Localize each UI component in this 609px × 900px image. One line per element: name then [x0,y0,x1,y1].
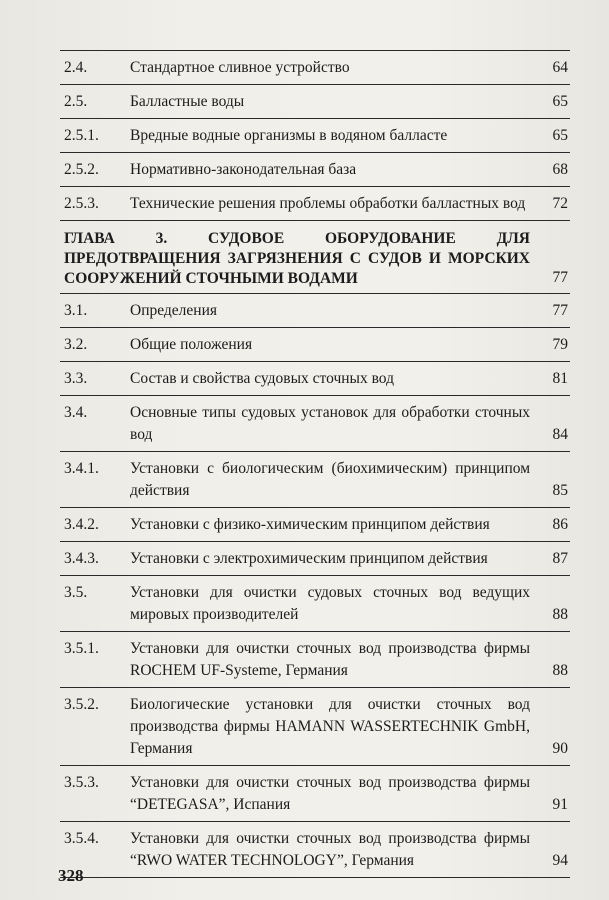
entry-number: 2.5.1. [64,127,99,144]
entry-title: Установки для очистки сточных вод производства фирмы “RWO WATER TECHNOLOGY”, Германия [130,830,530,869]
entry-page: 65 [552,127,568,144]
entry-number: 2.5.2. [64,161,99,178]
entry-title: Установки с электрохимическим принципом действия [130,550,488,567]
entry-page: 64 [552,59,568,76]
entry-title: Биологические установки для очистки сточных вод производства фирмы HAMANN WASSERTECHNIK GmbH, Германия [130,696,530,757]
entry-page: 79 [552,336,568,353]
entry-title: Общие положения [130,336,253,353]
toc-entry-3-4-3 [60,542,570,576]
entry-number: 3.5.3. [64,774,99,791]
entry-title: Установки для очистки сточных вод производства фирмы “DETEGASA”, Испания [130,774,530,813]
entry-title: Балластные воды [130,93,245,110]
entry-page: 87 [552,550,568,567]
entry-title: Установки с биологическим (биохимическим) принципом действия [130,460,530,499]
toc-entry-3-2 [60,328,570,362]
entry-title: Установки для очистки сточных вод производства фирмы ROCHEM UF-Systeme, Германия [130,640,530,679]
page-number: 328 [58,866,84,885]
entry-page: 65 [552,93,568,110]
entry-title: Нормативно-законодательная база [130,161,357,178]
toc-entry-2-4 [60,51,570,85]
entry-title: Стандартное сливное устройство [130,59,350,76]
chapter-title: ГЛАВА 3. СУДОВОЕ ОБОРУДОВАНИЕ ДЛЯ ПРЕДОТВРАЩЕНИЯ ЗАГРЯЗНЕНИЯ С СУДОВ И МОРСКИХ СООРУЖЕНИЙ СТОЧНЫМИ ВОДАМИ [64,230,530,287]
entry-title: Состав и свойства судовых сточных вод [130,370,394,387]
entry-number: 3.5.2. [64,696,99,713]
entry-number: 3.5. [64,584,88,601]
entry-page: 68 [552,161,568,178]
entry-page: 72 [552,195,568,212]
toc-entry-3-5-4 [60,822,570,878]
entry-number: 3.5.1. [64,640,99,657]
entry-number: 2.4. [64,59,88,76]
entry-number: 3.1. [64,302,88,319]
entry-title: Определения [130,302,218,319]
entry-number: 2.5.3. [64,195,99,212]
entry-title: Установки для очистки судовых сточных вод ведущих мировых производителей [130,584,530,623]
toc-chapter-3 [60,221,570,294]
toc-entry-2-5-3 [60,187,570,221]
entry-number: 3.5.4. [64,830,99,847]
entry-number: 2.5. [64,93,88,110]
entry-page: 88 [552,662,568,679]
entry-title: Основные типы судовых установок для обработки сточных вод [130,404,530,443]
entry-page: 84 [552,426,568,443]
entry-number: 3.4.3. [64,550,99,567]
entry-page: 86 [552,516,568,533]
entry-number: 3.4.1. [64,460,99,477]
entry-page: 85 [552,482,568,499]
toc-entry-3-5 [60,576,570,632]
table-of-contents [60,50,570,878]
toc-entry-3-4 [60,396,570,452]
toc-entry-3-5-1 [60,632,570,688]
entry-page: 91 [552,796,568,813]
entry-page: 88 [552,606,568,623]
toc-entry-3-3 [60,362,570,396]
entry-page: 77 [552,269,568,286]
entry-number: 3.4. [64,404,88,421]
entry-number: 3.3. [64,370,88,387]
entry-page: 77 [552,302,568,319]
entry-number: 3.4.2. [64,516,99,533]
toc-entry-3-4-2 [60,508,570,542]
entry-title: Установки с физико-химическим принципом действия [130,516,490,533]
entry-page: 94 [552,852,568,869]
entry-title: Вредные водные организмы в водяном балласте [130,127,448,144]
entry-page: 81 [552,370,568,387]
toc-entry-3-5-3 [60,766,570,822]
toc-entry-2-5-2 [60,153,570,187]
toc-entry-2-5-1 [60,119,570,153]
toc-entry-3-4-1 [60,452,570,508]
entry-number: 3.2. [64,336,88,353]
toc-entry-2-5 [60,85,570,119]
entry-title: Технические решения проблемы обработки балластных вод [130,195,526,212]
entry-page: 90 [552,740,568,757]
toc-entry-3-1 [60,294,570,328]
toc-entry-3-5-2 [60,688,570,766]
